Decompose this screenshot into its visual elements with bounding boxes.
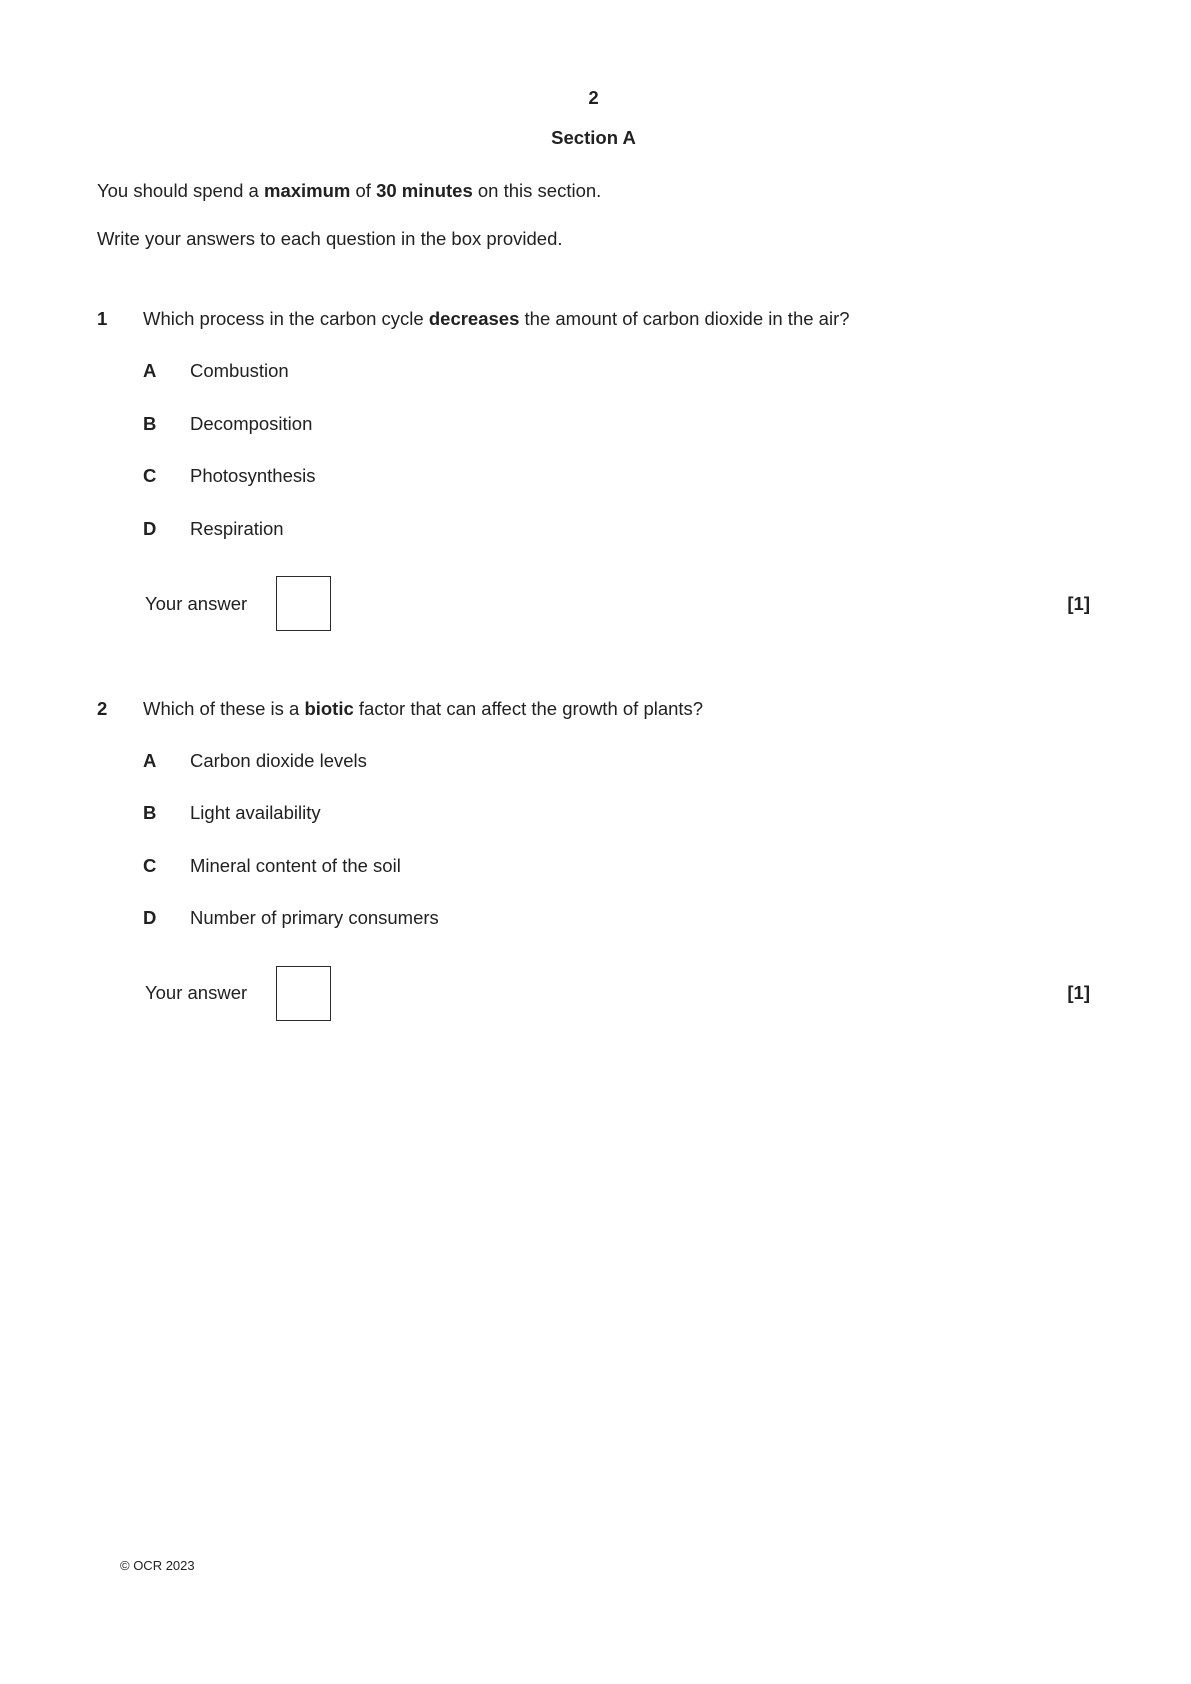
footer-copyright: © OCR 2023: [120, 1558, 195, 1573]
q2-answer-row: [145, 965, 1090, 1021]
q1-marks-label: [1]: [1067, 592, 1090, 614]
question-1: [97, 307, 1090, 632]
page-number: 2: [588, 87, 599, 108]
q1-option-d: [143, 517, 1090, 541]
q2-option-c: [143, 854, 1090, 878]
q2-option-b-letter: B: [143, 802, 157, 823]
q2-option-a: [143, 749, 1090, 773]
question-2: [97, 697, 1090, 1022]
q2-option-d: [143, 906, 1090, 930]
intro-line-2: Write your answers to each question in the box provided.: [97, 228, 563, 249]
q2-option-a-letter: A: [143, 749, 157, 771]
q2-option-a-text: Carbon dioxide levels: [190, 749, 367, 771]
q1-option-c-text: Photosynthesis: [190, 465, 316, 486]
question-1-prompt: Which process in the carbon cycle decreases the amount of carbon dioxide in the air?: [143, 308, 850, 329]
q1-option-d-letter: D: [143, 517, 157, 539]
q1-option-c: [143, 464, 1090, 488]
question-2-number: 2: [97, 697, 108, 719]
q1-option-a: [143, 359, 1090, 383]
q1-option-b-text: Decomposition: [190, 412, 313, 434]
intro-line-1: You should spend a maximum of 30 minutes on this section.: [97, 180, 602, 201]
q1-option-d-text: Respiration: [190, 517, 284, 539]
q1-option-a-letter: A: [143, 360, 157, 381]
question-1-head: [97, 307, 1090, 331]
q2-option-c-text: Mineral content of the soil: [190, 854, 401, 876]
q1-answer-label: Your answer: [145, 592, 248, 614]
q2-answer-box[interactable]: [276, 966, 331, 1021]
q2-option-b: [143, 801, 1090, 825]
q2-option-c-letter: C: [143, 854, 157, 876]
q2-option-d-text: Number of primary consumers: [190, 907, 439, 928]
question-1-number: 1: [97, 308, 108, 329]
q2-marks-label: [1]: [1067, 982, 1090, 1003]
q1-answer-box[interactable]: [276, 576, 331, 631]
q1-option-a-text: Combustion: [190, 360, 289, 381]
q1-option-b-letter: B: [143, 412, 157, 434]
q2-answer-label: Your answer: [145, 982, 248, 1003]
question-2-head: [97, 697, 1090, 721]
page-content: [97, 0, 1090, 1021]
question-2-prompt: Which of these is a biotic factor that can affect the growth of plants?: [143, 697, 704, 719]
section-title: Section A: [551, 127, 636, 148]
q1-option-c-letter: C: [143, 465, 157, 486]
q2-option-d-letter: D: [143, 907, 157, 928]
q1-option-b: [143, 412, 1090, 436]
q2-option-b-text: Light availability: [190, 802, 321, 823]
q1-answer-row: [145, 576, 1090, 632]
